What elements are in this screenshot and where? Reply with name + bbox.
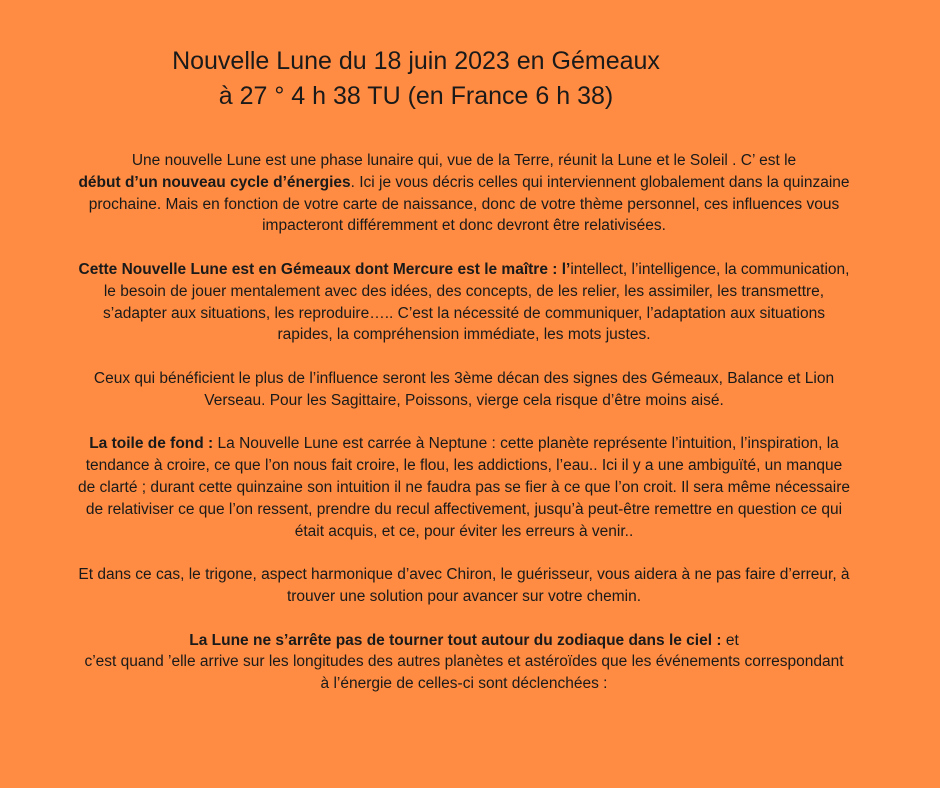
- gemini-bold-text: Cette Nouvelle Lune est en Gémeaux dont Mercure est le maître : l’: [78, 260, 571, 278]
- paragraph-chiron: [78, 564, 850, 608]
- paragraph-gemini: [78, 259, 850, 346]
- gemini-text-1: intellect, l’intelligence, la communication, le besoin de jouer mentalement avec des idées, des concepts, de les relier, les assimiler, les transmettre, s’adapter aux situations, les reproduire….. C’est la nécessité de communiquer, l’adaptation aux situations: [102, 260, 850, 322]
- paragraph-background: [78, 433, 850, 542]
- chiron-text: Et dans ce cas, le trigone, aspect harmonique d’avec Chiron, le guérisseur, vous aidera à ne pas faire d’erreur, à trouver une solution pour avancer sur votre chemin.: [78, 566, 850, 605]
- paragraph-moon-cycle: [78, 630, 850, 695]
- title-line-1: Nouvelle Lune du 18 juin 2023 en Gémeaux: [172, 47, 660, 75]
- article-body: [78, 150, 850, 717]
- page-title: [0, 44, 832, 114]
- background-text: La Nouvelle Lune est carrée à Neptune : cette planète représente l’intuition, l’inspiration, la tendance à croire, ce que l’on nous fait croire, le flou, les addictions, l’eau.. Ici il y a une ambiguïté, un manque de clarté ; durant cette quinzaine son intuition il ne faudra pas se fier à ce que l’on croit. Il sera même nécessaire de relativiser ce que l’on ressent, prendre du recul affectivement, jusqu’à peut-être remettre en question ce qui était acquis, et ce, pour éviter les erreurs à venir..: [78, 435, 850, 540]
- moon-cycle-text-2: c’est quand ’elle arrive sur les longitudes des autres planètes et astéroïdes que les événements correspondant à l’énergie de celles-ci sont déclenchées :: [84, 653, 844, 693]
- intro-text-1: Une nouvelle Lune est une phase lunaire qui, vue de la Terre, réunit la Lune et le Soleil . C’ est le: [131, 152, 797, 169]
- intro-text-2: . Ici je vous décris celles qui interviennent globalement dans la quinzaine prochaine. Mais en fonction de votre carte de naissance, donc de votre thème personnel, ces influences vous impacteront différemment et donc devront être relativisées.: [88, 173, 850, 235]
- paragraph-intro: [78, 150, 850, 237]
- gemini-text-2: rapides, la compréhension immédiate, les mots justes.: [277, 326, 651, 344]
- background-bold-text: La toile de fond :: [89, 435, 214, 453]
- intro-bold-text: début d’un nouveau cycle d’énergies: [78, 173, 351, 191]
- influence-text: Ceux qui bénéficient le plus de l’influence seront les 3ème décan des signes des Gémeaux, Balance et Lion Verseau. Pour les Sagittaire, Poissons, vierge cela risque d’être moins aisé.: [93, 369, 835, 409]
- title-line-2: à 27 ° 4 h 38 TU (en France 6 h 38): [218, 82, 614, 110]
- moon-cycle-bold-text: La Lune ne s’arrête pas de tourner tout autour du zodiaque dans le ciel :: [189, 631, 722, 649]
- paragraph-influence: [78, 368, 850, 412]
- moon-cycle-text-1: et: [721, 631, 739, 649]
